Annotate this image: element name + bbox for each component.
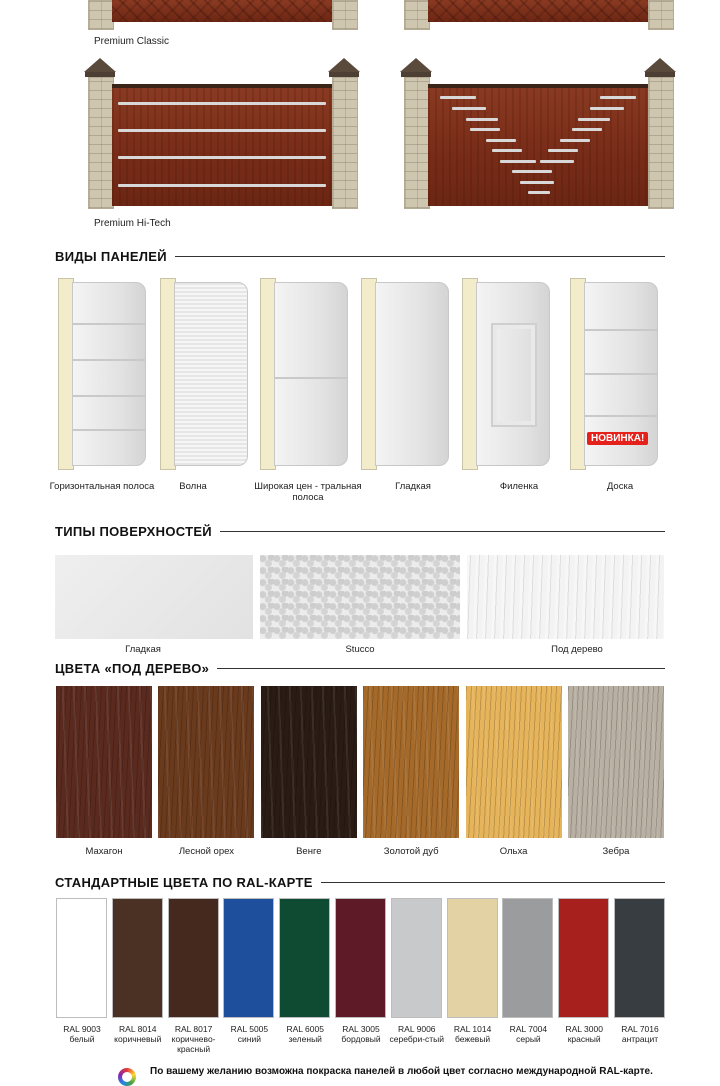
ral-color-name: антрацит [621,1034,659,1044]
surface-smooth [55,555,253,639]
wood-swatch [363,686,459,838]
ral-swatch-label [611,1024,669,1044]
ral-code: RAL 3000 [565,1024,603,1034]
ral-swatch-label [332,1024,390,1044]
ral-swatch [168,898,219,1018]
footer-note: По вашему желанию возможна покраска панелей в любой цвет согласно международной RAL-карте. [150,1066,653,1077]
surface-stucco [260,555,460,639]
section-wood-colors [55,658,665,678]
ral-color-name: белый [69,1034,95,1044]
ral-color-name: красный [567,1034,601,1044]
ral-code: RAL 7004 [509,1024,548,1034]
wood-swatch [56,686,152,838]
panel-wave [160,278,248,468]
section-panel-types [55,246,665,266]
panel-fillet [462,278,550,468]
section-heading: СТАНДАРТНЫЕ ЦВЕТА ПО RAL-КАРТЕ [55,874,313,890]
wood-swatch-label: Лесной орех [178,846,234,857]
ral-code: RAL 5005 [230,1024,269,1034]
ral-color-name: коричневый [114,1034,162,1044]
ral-swatch [335,898,386,1018]
ral-swatch [279,898,330,1018]
ral-color-name: зеленый [288,1034,322,1044]
divider [321,882,665,883]
divider [175,256,665,257]
ral-color-name: бордовый [341,1034,381,1044]
ral-swatch [56,898,107,1018]
ral-swatch-label [220,1024,278,1044]
caption-premium-classic: Premium Classic [94,36,170,47]
ral-code: RAL 8017 [174,1024,213,1034]
wood-swatch-label: Зебра [602,846,630,857]
panel-smooth [361,278,449,468]
ral-swatch [558,898,609,1018]
ral-swatch-label [276,1024,334,1044]
ral-color-name: бежевый [454,1034,491,1044]
ral-color-name: серый [516,1034,541,1044]
ral-code: RAL 8014 [119,1024,157,1034]
ral-swatch [223,898,274,1018]
ral-swatch [502,898,553,1018]
divider [220,531,665,532]
ral-code: RAL 1014 [453,1024,492,1034]
panel-label: Доска [606,481,634,492]
ral-swatch-label [555,1024,613,1044]
ral-swatch-label [53,1024,111,1044]
wood-swatch [158,686,254,838]
wood-swatch [261,686,357,838]
ral-swatch [447,898,498,1018]
ral-swatch-label [499,1024,557,1044]
ral-swatch-label [165,1024,223,1054]
ral-swatch [391,898,442,1018]
section-heading: ВИДЫ ПАНЕЛЕЙ [55,248,167,264]
surface-label: Под дерево [551,644,603,655]
ral-swatch-label [109,1024,167,1044]
ral-swatch-label [444,1024,502,1044]
panel-label: Горизонтальная полоса [49,481,155,492]
ral-code: RAL 3005 [342,1024,380,1034]
ral-swatch [112,898,163,1018]
ral-color-name: серебри-стый [389,1034,445,1044]
surface-woodgrain [467,555,664,639]
ral-color-name: коричнево-красный [171,1034,216,1054]
ral-code: RAL 6005 [286,1024,324,1034]
panel-horizontal-stripe [58,278,146,468]
wood-swatch-label: Золотой дуб [383,846,439,857]
divider [217,668,665,669]
wood-swatch [466,686,562,838]
section-heading: ЦВЕТА «ПОД ДЕРЕВО» [55,660,210,676]
ral-code: RAL 9003 [63,1024,101,1034]
wood-swatch-label: Ольха [499,846,528,857]
wood-swatch-label: Венге [296,846,322,857]
wood-swatch [568,686,664,838]
panel-label: Гладкая [395,481,431,492]
panel-label: Филенка [499,481,539,492]
color-wheel-icon [118,1068,136,1086]
panel-label: Волна [179,481,207,492]
section-heading: ТИПЫ ПОВЕРХНОСТЕЙ [55,523,212,539]
surface-label: Гладкая [125,644,161,655]
caption-premium-hitech: Premium Hi-Tech [94,218,171,229]
section-ral-colors [55,872,665,892]
wood-swatch-label: Махагон [85,846,123,857]
surface-label: Stucco [345,644,375,655]
ral-color-name: синий [237,1034,261,1044]
panel-label: Широкая цен - тральная полоса [254,481,362,503]
panel-wide-center-stripe [260,278,348,468]
ral-code: RAL 7016 [621,1024,659,1034]
ral-swatch-label [388,1024,446,1044]
section-surface-types [55,521,665,541]
new-badge: НОВИНКА! [587,432,648,445]
ral-code: RAL 9006 [398,1024,436,1034]
ral-swatch [614,898,665,1018]
